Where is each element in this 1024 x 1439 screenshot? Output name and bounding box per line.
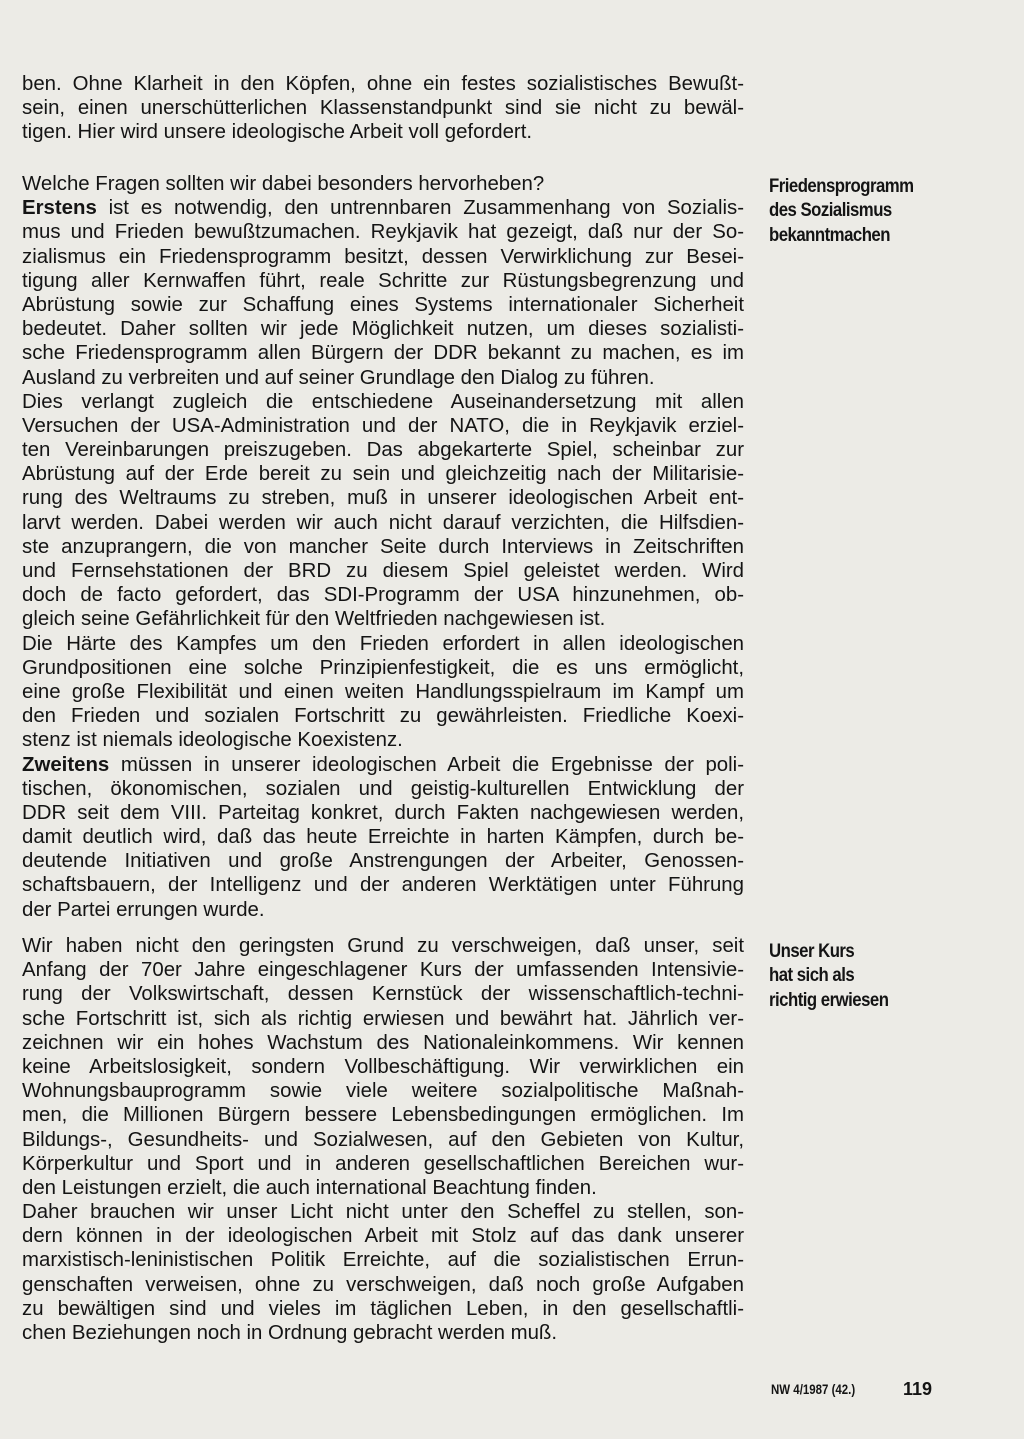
text-line [22,753,744,777]
text-line: Abrüstung auf der Erde bereit zu sein und gleichzeitig nach der Militarisie- [22,463,744,486]
text-line: zialismus ein Friedensprogramm besitzt, dessen Verwirklichung zur Besei- [22,245,744,268]
text-line: zu bewältigen sind und vieles im täglichen Leben, in den gesellschaftli- [22,1297,744,1320]
text-line: deutende Initiativen und große Anstrengungen der Arbeiter, Genossen- [22,850,744,873]
text-line: Die Härte des Kampfes um den Frieden erfordert in allen ideologischen [22,632,744,655]
text-line: mus und Frieden bewußtzumachen. Reykjavik hat gezeigt, daß nur der So- [22,221,744,244]
text-line: larvt werden. Dabei werden wir auch nicht darauf verzichten, die Hilfsdien- [22,511,744,534]
text-line: Abrüstung sowie zur Schaffung eines Systems internationaler Sicherheit [22,293,744,316]
section-friedensprogramm [22,172,744,922]
margin-note-line: hat sich als [769,964,855,987]
text-line: ten Vereinbarungen preiszugeben. Das abgekarterte Spiel, scheinbar zur [22,439,744,462]
text-line: ben. Ohne Klarheit in den Köpfen, ohne ein festes sozialistisches Bewußt- [22,73,744,95]
text-line: Ausland zu verbreiten und auf seiner Grundlage den Dialog zu führen. [22,366,655,389]
text-line: rung des Weltraums zu streben, muß in unserer ideologischen Arbeit ent- [22,487,744,510]
text-line: keine Arbeitslosigkeit, sondern Vollbeschäftigung. Wir verwirklichen ein [22,1055,744,1078]
bold-erstens: Erstens [22,197,97,220]
text-line: tigung aller Kernwaffen führt, reale Schritte zur Rüstungsbegrenzung und [22,269,744,292]
publication-reference: NW 4/1987 (42.) [771,1382,856,1397]
text-line: Körperkultur und Sport und in anderen gesellschaftlichen Bereichen wur- [22,1152,744,1175]
text-line: tigen. Hier wird unsere ideologische Arbeit voll gefordert. [22,121,533,144]
text-line: chen Beziehungen noch in Ordnung gebracht werden muß. [22,1322,558,1344]
margin-note-line: des Sozialismus [769,199,892,222]
text-line: sche Friedensprogramm allen Bürgern der DDR bekannt zu machen, es im [22,342,744,365]
text-line: DDR seit dem VIII. Parteitag konkret, durch Fakten nachgewiesen werden, [22,801,744,824]
text-line: stenz ist niemals ideologische Koexistenz. [22,729,403,752]
text-line: den Leistungen erzielt, die auch international Beachtung finden. [22,1176,597,1199]
text-line: men, die Millionen Bürgern bessere Lebensbedingungen ermöglichen. Im [22,1104,744,1127]
text-line: Daher brauchen wir unser Licht nicht unter den Scheffel zu stellen, son- [22,1201,744,1224]
margin-note-line: bekanntmachen [769,223,890,246]
text-line: marxistisch-leninistischen Politik Erreichte, auf die sozialistischen Errun- [22,1249,744,1272]
section-unser-kurs [22,934,744,1345]
text-line: der Partei errungen wurde. [22,898,265,921]
margin-note-line: Friedensprogramm [769,175,914,197]
margin-note-unser-kurs [769,939,975,1012]
text-line: schaftsbauern, der Intelligenz und der anderen Werktätigen unter Führung [22,874,744,897]
text-line: Bildungs-, Gesundheits- und Sozialwesen, auf den Gebieten von Kultur, [22,1128,744,1151]
text-line: bedeutet. Daher sollten wir jede Möglichkeit nutzen, um dieses sozialisti- [22,318,744,341]
text-line: tischen, ökonomischen, sozialen und geistig-kulturellen Entwicklung der [22,777,744,800]
text-line: Anfang der 70er Jahre eingeschlagener Kurs der umfassenden Intensivie- [22,959,744,982]
bold-zweitens: Zweitens [22,753,110,776]
margin-note-friedensprogramm [769,174,975,247]
text-line: Grundpositionen eine solche Prinzipienfestigkeit, die es uns ermöglicht, [22,656,744,679]
text-line: damit deutlich wird, daß das heute Erreichte in harten Kämpfen, durch be- [22,826,744,849]
text-line [22,196,744,220]
text-line: gleich seine Gefährlichkeit für den Weltfrieden nachgewiesen ist. [22,608,606,631]
text-line: den Frieden und sozialen Fortschritt zu gewährleisten. Friedliche Koexi- [22,705,744,728]
paragraph-intro [22,72,744,145]
text-line: genschaften verweisen, ohne zu verschweigen, daß noch große Aufgaben [22,1273,744,1296]
text-line: Wohnungsbauprogramm sowie viele weitere sozialpolitische Maßnah- [22,1080,744,1103]
text-line: sche Fortschritt ist, sich als richtig erwiesen und bewährt hat. Jährlich ver- [22,1007,744,1030]
text-line: doch de facto gefordert, das SDI-Programm der USA hinzunehmen, ob- [22,584,744,607]
text-line: Dies verlangt zugleich die entschiedene Auseinandersetzung mit allen [22,390,744,413]
text-line: und Fernsehstationen der BRD zu diesem Spiel geleistet werden. Wird [22,560,744,582]
margin-note-line: richtig erwiesen [769,988,889,1011]
text-line: sein, einen unerschütterlichen Klassenstandpunkt sind sie nicht zu bewäl- [22,97,744,120]
text-span: ist es notwendig, den untrennbaren Zusammenhang von Sozialis- [108,197,745,220]
page-number: 119 [903,1379,933,1399]
text-line: eine große Flexibilität und einen weiten Handlungsspielraum im Kampf um [22,680,744,703]
text-line: dern können in der ideologischen Arbeit mit Stolz auf das dank unserer [22,1225,744,1248]
text-line: rung der Volkswirtschaft, dessen Kernstück der wissenschaftlich-techni- [22,983,744,1006]
text-line: Versuchen der USA-Administration und der NATO, die in Reykjavik erziel- [22,414,744,437]
text-line: Wir haben nicht den geringsten Grund zu verschweigen, daß unser, seit [22,935,744,957]
text-line: ste anzuprangern, die von mancher Seite durch Interviews in Zeitschriften [22,535,744,558]
text-line: zeichnen wir ein hohes Wachstum des Nationaleinkommens. Wir kennen [22,1031,744,1054]
margin-note-line: Unser Kurs [769,940,855,962]
text-line: Welche Fragen sollten wir dabei besonders hervorheben? [22,173,545,195]
text-span: müssen in unserer ideologischen Arbeit die Ergebnisse der poli- [120,753,745,776]
